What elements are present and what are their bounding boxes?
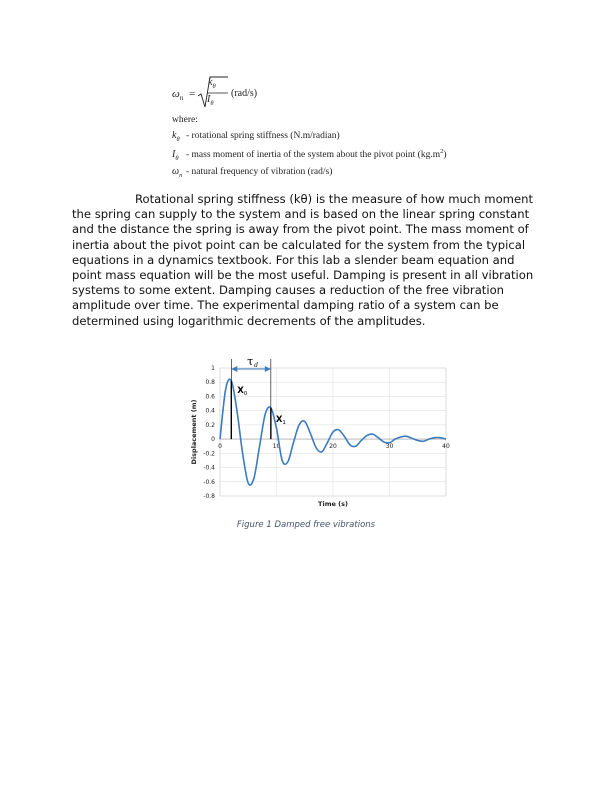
definitions-list — [172, 130, 502, 184]
x0-label-sub: 0 — [243, 390, 248, 397]
y-tick-label: -0.2 — [203, 450, 215, 458]
natural-frequency-equation — [172, 74, 502, 112]
x-tick-label: 10 — [272, 443, 281, 451]
y-tick-label: -0.8 — [203, 493, 215, 500]
x-tick-label: 0 — [218, 443, 222, 451]
damped-vibration-figure — [188, 356, 456, 514]
period-label-sub: d — [254, 362, 258, 369]
x-tick-label: 30 — [385, 443, 394, 451]
figure-caption: Figure 1 Damped free vibrations — [236, 520, 376, 530]
x-tick-label: 40 — [442, 443, 450, 451]
body-paragraph: Rotational spring stiffness (kθ) is the measure of how much moment the spring can supply to the system and is based on the linear spring constant and the distance the spring is away from the pivot point. The mass moment of inertia about the pivot point can be calculated for the system from the typical equations in a dynamics textbook. For this lab a slender beam equation and point mass equation will be the most useful. Damping is present in all vibration systems to some extent. Damping causes a reduction of the free vibration amplitude over time. The experimental damping ratio of a system can be determined using logarithmic decrements of the amplitudes. — [72, 192, 534, 328]
equation-unit: (rad/s) — [231, 88, 258, 99]
y-tick-label: -0.6 — [203, 478, 215, 486]
x1-label: X — [275, 414, 283, 425]
damped-vibration-chart — [188, 356, 456, 514]
equation-denominator: $I_\theta$ — [207, 94, 214, 107]
equation-block — [172, 74, 502, 184]
x-tick-label: 20 — [329, 443, 337, 451]
equation-numerator: $k_\theta$ — [208, 77, 216, 90]
x-axis-label: Time (s) — [318, 500, 348, 508]
where-label: where: — [172, 115, 198, 125]
equation-lhs: $\omega_n$ — [172, 88, 184, 103]
x0-label: X — [237, 385, 244, 396]
y-tick-label: 0 — [211, 436, 215, 444]
y-tick-label: 0.6 — [205, 393, 215, 401]
definition-stiffness: $k_\theta$ - rotational spring stiffness (N.m/radian) — [172, 130, 340, 143]
y-tick-label: -0.4 — [203, 464, 215, 472]
y-axis-label: Displacement (m) — [190, 399, 198, 465]
definition-frequency: $\omega_n$ - natural frequency of vibration (rad/s) — [172, 166, 333, 179]
definition-inertia: $I_\theta$ - mass moment of inertia of the system about the pivot point $(kg.m^2)$ — [172, 148, 447, 163]
y-tick-label: 0.2 — [205, 421, 215, 429]
equation-equals: = — [189, 88, 196, 100]
x1-label-sub: 1 — [282, 419, 286, 426]
y-tick-label: 0.8 — [205, 379, 215, 387]
y-tick-label: 0.4 — [205, 407, 215, 415]
period-label: τ — [247, 356, 254, 368]
y-tick-label: 1 — [211, 365, 215, 372]
